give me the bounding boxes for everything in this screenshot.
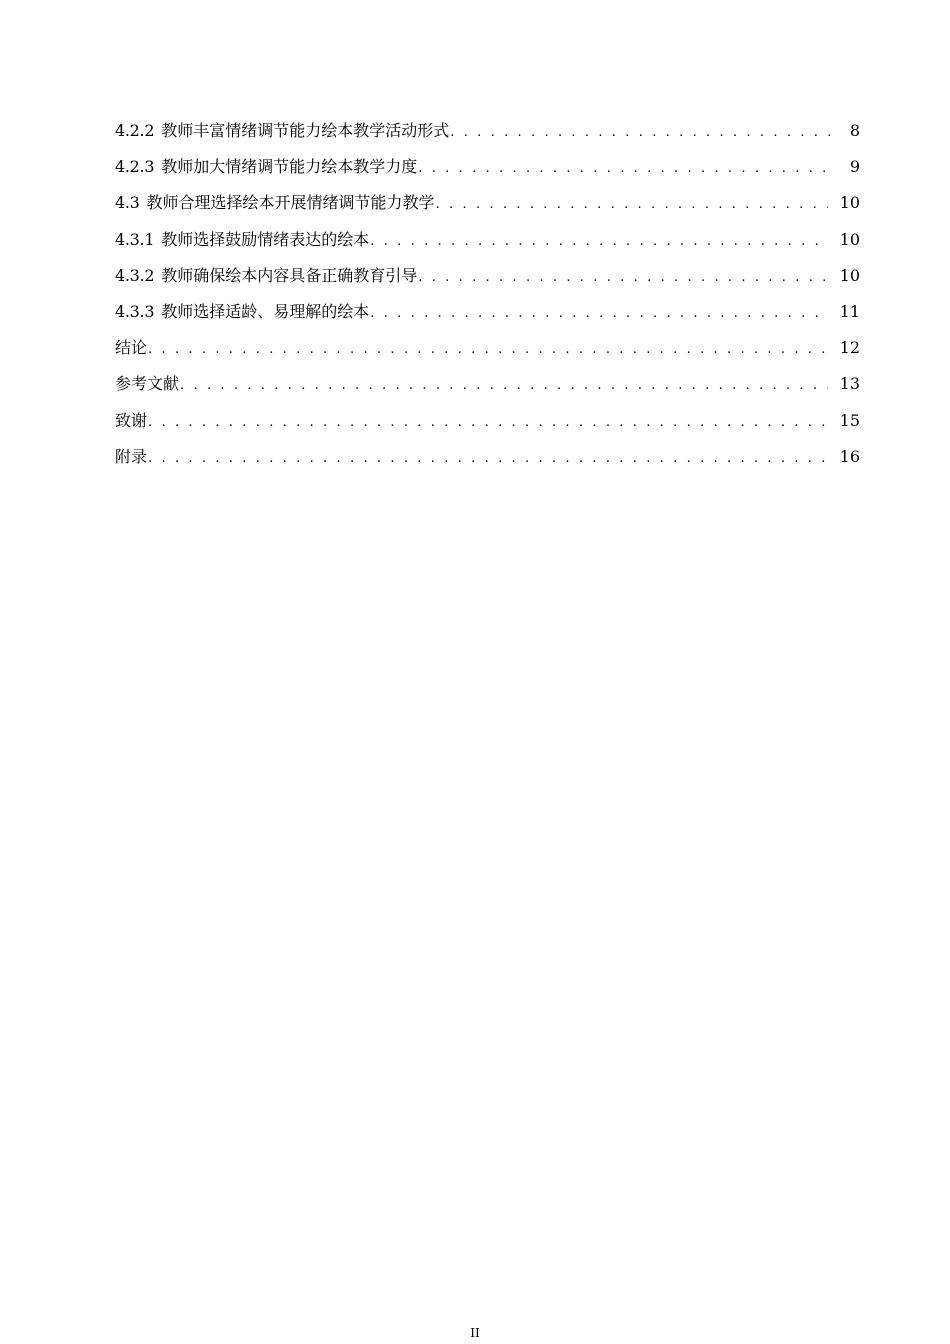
toc-entry-title: 教师丰富情绪调节能力绘本教学活动形式 (161, 121, 450, 140)
toc-entry-page: 10 (839, 193, 860, 213)
toc-entry[interactable] (115, 263, 860, 299)
toc-entry-title: 教师加大情绪调节能力绘本教学力度 (161, 157, 418, 177)
toc-dot-leader (436, 192, 828, 218)
toc-entry-title: 教师确保绘本内容具备正确教育引导 (161, 265, 418, 285)
toc-entry-number: 4.3 (115, 193, 140, 213)
toc-entry[interactable] (115, 118, 860, 154)
toc-entry-title: 结论 (115, 338, 148, 358)
toc-dot-leader (148, 337, 828, 363)
toc-dot-leader (370, 301, 827, 327)
toc-entry-page: 10 (839, 229, 860, 249)
toc-entry-page: 16 (839, 446, 860, 466)
toc-entry-title: 附录 (115, 446, 148, 466)
toc-entry-number: 4.2.3 (115, 157, 155, 177)
page-number-footer: II (470, 1326, 480, 1340)
toc-dot-leader (148, 446, 828, 472)
toc-entry-title: 教师选择鼓励情绪表达的绘本 (161, 229, 370, 249)
toc-entry-title: 教师合理选择绘本开展情绪调节能力教学 (146, 193, 435, 213)
toc-entry-number: 4.3.2 (115, 265, 155, 285)
toc-entry[interactable] (115, 444, 860, 480)
toc-entry[interactable] (115, 299, 860, 335)
table-of-contents (115, 118, 860, 480)
toc-entry-page: 13 (839, 374, 860, 394)
toc-entry[interactable] (115, 227, 860, 263)
toc-entry-page: 8 (849, 121, 860, 140)
toc-entry[interactable] (115, 371, 860, 407)
toc-entry-number: 4.3.1 (115, 229, 155, 249)
toc-dot-leader (370, 229, 827, 255)
toc-entry[interactable] (115, 154, 860, 190)
toc-dot-leader (180, 373, 828, 399)
toc-entry-title: 教师选择适龄、易理解的绘本 (161, 301, 370, 321)
toc-entry-number: 4.2.2 (115, 121, 155, 140)
toc-entry-page: 12 (839, 338, 860, 358)
toc-entry-title: 致谢 (115, 410, 148, 430)
toc-entry[interactable] (115, 190, 860, 226)
toc-entry-page: 9 (849, 157, 860, 177)
toc-entry-number: 4.3.3 (115, 301, 155, 321)
toc-entry-title: 参考文献 (115, 374, 180, 394)
toc-dot-leader (450, 120, 830, 146)
toc-dot-leader (148, 410, 828, 436)
toc-entry[interactable] (115, 408, 860, 444)
toc-entry-page: 10 (839, 265, 860, 285)
toc-dot-leader (418, 265, 827, 291)
toc-entry-page: 15 (839, 410, 860, 430)
toc-dot-leader (418, 156, 830, 182)
toc-entry-page: 11 (839, 301, 860, 321)
toc-entry[interactable] (115, 335, 860, 371)
